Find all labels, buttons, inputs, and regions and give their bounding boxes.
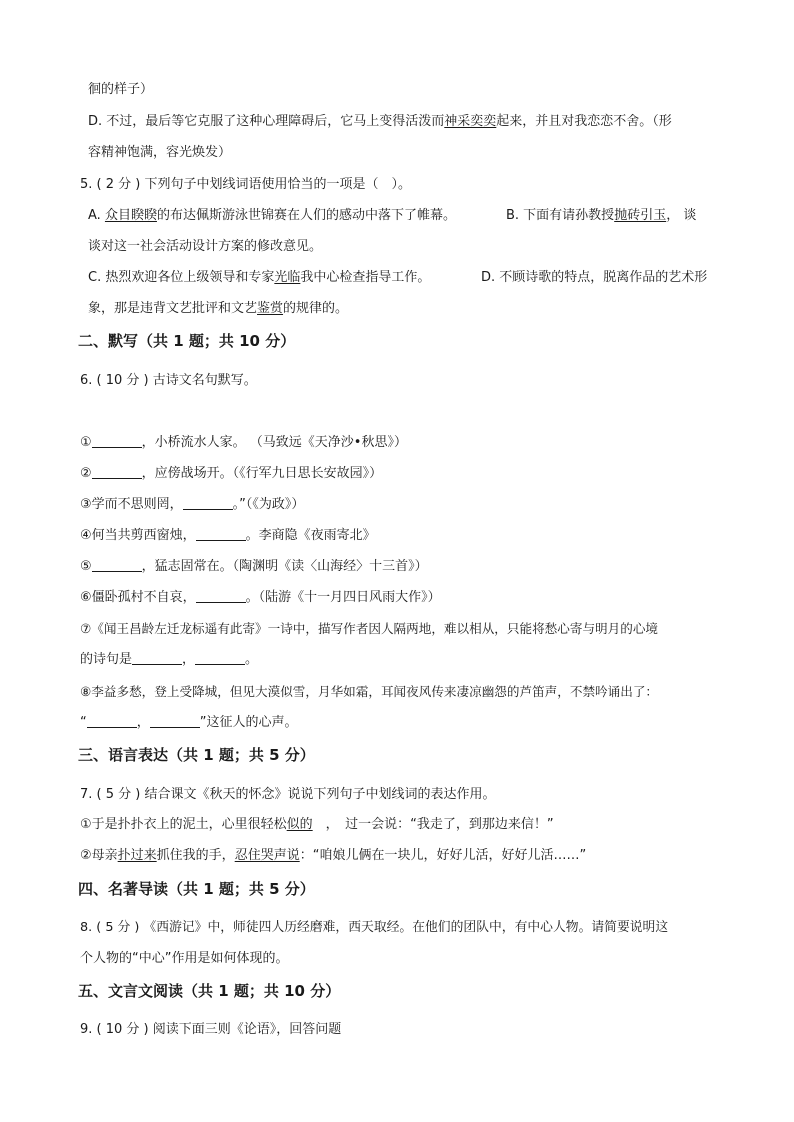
text: ， bbox=[182, 652, 196, 667]
text: ⑥僵卧孤村不自哀， bbox=[80, 590, 196, 605]
text: ， 过一会说：“我走了，到那边来信！” bbox=[312, 817, 554, 832]
text: ，猛志固常在。（陶渊明《读〈山海经〉十三首》） bbox=[141, 559, 428, 574]
underlined-word: 似的 bbox=[286, 817, 313, 832]
question-text: 5. ( 2 分 ) 下列句子中划线词语使用恰当的一项是（ ）。 bbox=[80, 177, 411, 192]
question-8 bbox=[80, 919, 730, 937]
text-line bbox=[80, 950, 730, 968]
text: 。李商隐《夜雨寄北》 bbox=[245, 528, 376, 543]
question-9 bbox=[80, 1021, 730, 1039]
text: 的规律的。 bbox=[283, 301, 349, 316]
text: 抓住我的手， bbox=[156, 848, 235, 863]
text: ，小桥流水人家。 （马致远《天净沙•秋思》） bbox=[141, 435, 407, 450]
underlined-word: 抛砖引玉 bbox=[614, 208, 667, 223]
text: ① bbox=[80, 435, 92, 450]
answer-blank[interactable] bbox=[132, 652, 182, 665]
text-line bbox=[88, 81, 738, 99]
text: 谈对这一社会活动设计方案的修改意见。 bbox=[88, 239, 323, 254]
text: 。 bbox=[245, 652, 259, 667]
text: C. 热烈欢迎各位上级领导和专家 bbox=[88, 270, 275, 285]
text: 。（陆游《十一月四日风雨大作》） bbox=[245, 590, 441, 605]
sentence-item bbox=[80, 847, 730, 865]
answer-blank[interactable] bbox=[183, 497, 233, 510]
section-heading: 三、语言表达（共 1 题；共 5 分） bbox=[78, 746, 315, 764]
underlined-word: 神采奕奕 bbox=[444, 114, 497, 129]
option-b bbox=[506, 207, 696, 225]
question-text: 8. ( 5 分 ) 《西游记》中，师徒四人历经磨难，西天取经。在他们的团队中，有中心人物。请简要说明这 bbox=[80, 920, 669, 935]
text: ， bbox=[136, 715, 150, 730]
poem-item bbox=[80, 496, 730, 514]
option-a-b bbox=[88, 207, 738, 225]
option-d: D. 不顾诗歌的特点，脱离作品的艺术形 bbox=[481, 270, 708, 285]
poem-item bbox=[80, 620, 730, 638]
text: ， 谈 bbox=[666, 208, 697, 223]
answer-blank[interactable] bbox=[92, 559, 142, 572]
text-line bbox=[88, 144, 738, 162]
poem-item bbox=[80, 465, 730, 483]
answer-blank[interactable] bbox=[92, 466, 142, 479]
underlined-word: 光临 bbox=[274, 270, 301, 285]
question-text: 9. ( 10 分 ) 阅读下面三则《论语》，回答问题 bbox=[80, 1022, 342, 1037]
text: ②母亲 bbox=[80, 848, 118, 863]
poem-item bbox=[80, 558, 730, 576]
text: 个人物的“中心”作用是如何体现的。 bbox=[80, 951, 289, 966]
text: 的布达佩斯游泳世锦赛在人们的感动中落下了帷幕。 bbox=[156, 208, 456, 223]
answer-blank[interactable] bbox=[195, 652, 245, 665]
poem-item bbox=[80, 527, 730, 545]
text: 容精神饱满，容光焕发） bbox=[88, 145, 232, 160]
text-line bbox=[88, 300, 738, 318]
answer-blank[interactable] bbox=[196, 528, 246, 541]
option-c-d bbox=[88, 269, 738, 287]
text: D. 不过，最后等它克服了这种心理障碍后，它马上变得活泼而 bbox=[88, 114, 445, 129]
poem-item bbox=[80, 651, 730, 669]
text: ”这征人的心声。 bbox=[199, 715, 298, 730]
text: B. 下面有请孙教授 bbox=[506, 208, 615, 223]
text: 徊的样子） bbox=[88, 82, 154, 97]
text: 。”（《为政》） bbox=[232, 497, 305, 512]
text: ⑦《闻王昌龄左迁龙标遥有此寄》一诗中，描写作者因人隔两地，难以相从，只能将愁心寄与明月的心境 bbox=[80, 621, 659, 636]
poem-item bbox=[80, 434, 730, 452]
text: 起来，并且对我恋恋不舍。（形 bbox=[496, 114, 672, 129]
text: ⑧李益多愁，登上受降城，但见大漠似雪，月华如霜，耳闻夜风传来凄凉幽怨的芦笛声，不禁吟诵出了： bbox=[80, 684, 659, 699]
text: 我中心检查指导工作。 bbox=[300, 270, 431, 285]
option-d bbox=[88, 113, 738, 131]
text: 的诗句是 bbox=[80, 652, 133, 667]
question-text: 7. ( 5 分 ) 结合课文《秋天的怀念》说说下列句子中划线词的表达作用。 bbox=[80, 787, 496, 802]
sentence-item bbox=[80, 816, 730, 834]
section-heading: 二、默写（共 1 题；共 10 分） bbox=[78, 332, 296, 350]
text: ：“咱娘儿俩在一块儿，好好儿活，好好儿活……” bbox=[299, 848, 587, 863]
text: ④何当共剪西窗烛， bbox=[80, 528, 196, 543]
poem-item bbox=[80, 589, 730, 607]
text: “ bbox=[80, 715, 87, 730]
section-heading: 四、名著导读（共 1 题；共 5 分） bbox=[78, 880, 315, 898]
text-line bbox=[88, 238, 738, 256]
answer-blank[interactable] bbox=[87, 715, 137, 728]
question-7 bbox=[80, 786, 730, 804]
text: ② bbox=[80, 466, 92, 481]
question-5 bbox=[80, 176, 730, 194]
poem-item bbox=[80, 714, 730, 732]
answer-blank[interactable] bbox=[196, 590, 246, 603]
section-heading: 五、文言文阅读（共 1 题；共 10 分） bbox=[78, 982, 341, 1000]
underlined-word: 鉴赏 bbox=[257, 301, 284, 316]
text: A. bbox=[88, 208, 105, 223]
question-6 bbox=[80, 372, 730, 390]
underlined-word: 忍住哭声说 bbox=[234, 848, 300, 863]
underlined-word: 扑过来 bbox=[117, 848, 157, 863]
question-text: 6. ( 10 分 ) 古诗文名句默写。 bbox=[80, 373, 257, 388]
text: ⑤ bbox=[80, 559, 92, 574]
text: ③学而不思则罔， bbox=[80, 497, 183, 512]
answer-blank[interactable] bbox=[92, 435, 142, 448]
poem-item bbox=[80, 683, 730, 701]
text: ①于是扑扑衣上的泥土，心里很轻松 bbox=[80, 817, 287, 832]
text: 象，那是违背文艺批评和文艺 bbox=[88, 301, 258, 316]
answer-blank[interactable] bbox=[150, 715, 200, 728]
underlined-word: 众目睽睽 bbox=[104, 208, 157, 223]
text: ，应傍战场开。（《行军九日思长安故园》） bbox=[141, 466, 383, 481]
